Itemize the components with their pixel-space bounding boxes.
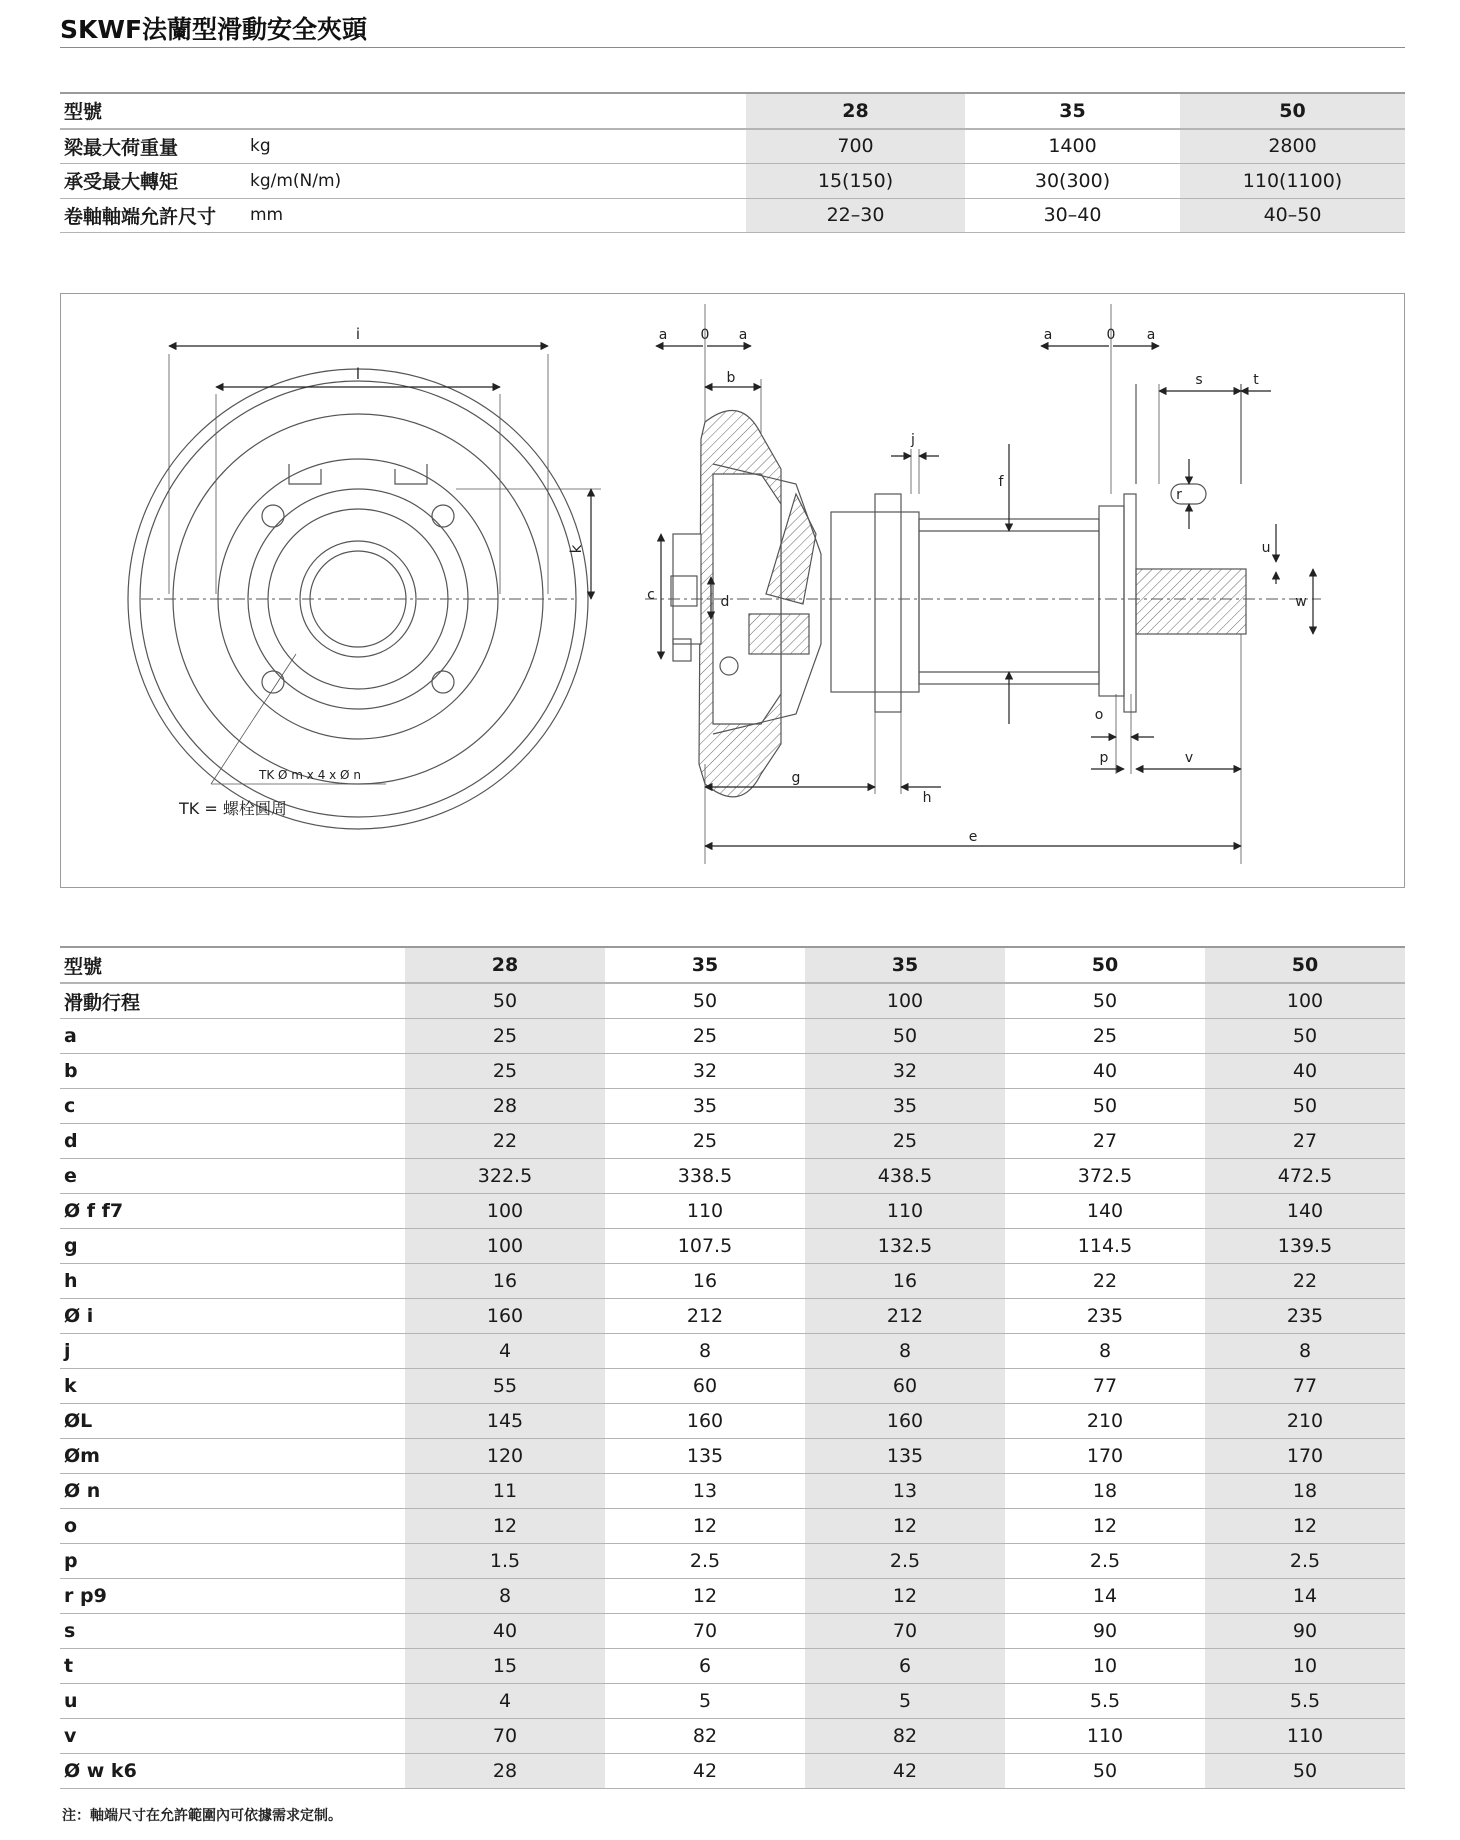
table-row [60, 129, 1405, 164]
table-row [60, 198, 1405, 233]
footnote: 注：軸端尺寸在允許範圍內可依據需求定制。 [62, 1808, 342, 1824]
row-label: b [60, 1054, 405, 1089]
dimension-table [60, 946, 1405, 1789]
table-cell: 210 [1205, 1404, 1405, 1439]
table-cell: 140 [1005, 1194, 1205, 1229]
row-label: p [60, 1544, 405, 1579]
table-cell: 160 [805, 1404, 1005, 1439]
table-cell: 4 [405, 1334, 605, 1369]
dim-label-zero: 0 [1106, 327, 1116, 343]
table-cell: 16 [605, 1264, 805, 1299]
table-cell: 18 [1205, 1474, 1405, 1509]
table-cell: 8 [605, 1334, 805, 1369]
table-cell: 15 [405, 1649, 605, 1684]
table-cell: 5.5 [1205, 1684, 1405, 1719]
row-label: 卷軸軸端允許尺寸 [60, 198, 250, 233]
table-row [60, 1159, 1405, 1194]
table-cell: 12 [605, 1509, 805, 1544]
table-cell: 50 [605, 983, 805, 1019]
table-cell: 77 [1005, 1369, 1205, 1404]
table-row [60, 1474, 1405, 1509]
table-row [60, 947, 1405, 983]
table-row [60, 1614, 1405, 1649]
dim-label-d: d [720, 594, 730, 610]
tk-spec-label: TK Ø m x 4 x Ø n [259, 768, 361, 782]
table-row [60, 1299, 1405, 1334]
table-cell: 2.5 [805, 1544, 1005, 1579]
table-cell: 50 [1180, 93, 1405, 129]
table-cell: 322.5 [405, 1159, 605, 1194]
table-cell: 22–30 [746, 198, 965, 233]
table-cell: 25 [1005, 1019, 1205, 1054]
row-label: 型號 [60, 947, 405, 983]
table-cell: 2.5 [1205, 1544, 1405, 1579]
table-cell: 25 [805, 1124, 1005, 1159]
table-cell: 12 [405, 1509, 605, 1544]
bolt-hole [262, 505, 284, 527]
table-row [60, 1229, 1405, 1264]
table-cell: 100 [805, 983, 1005, 1019]
row-label: v [60, 1719, 405, 1754]
table-cell: 2800 [1180, 129, 1405, 164]
table-cell: 12 [1205, 1509, 1405, 1544]
dim-label-a: a [1043, 327, 1053, 343]
dim-label-k: k [567, 544, 585, 554]
table-cell: 90 [1205, 1614, 1405, 1649]
dim-label-o: o [1094, 707, 1104, 723]
table-cell: 8 [1205, 1334, 1405, 1369]
row-label: o [60, 1509, 405, 1544]
table-cell: 32 [605, 1054, 805, 1089]
table-row [60, 1754, 1405, 1789]
table-cell: 8 [805, 1334, 1005, 1369]
table-cell: 16 [805, 1264, 1005, 1299]
table-cell: 50 [1205, 1089, 1405, 1124]
spacer-cell [390, 129, 746, 164]
table-row [60, 1439, 1405, 1474]
table-row [60, 1334, 1405, 1369]
table-cell: 5 [605, 1684, 805, 1719]
table-row [60, 1649, 1405, 1684]
table-cell: 50 [1005, 983, 1205, 1019]
dim-label-l: l [355, 365, 361, 383]
table-cell: 28 [405, 1754, 605, 1789]
table-cell: 50 [805, 1019, 1005, 1054]
table-row [60, 1089, 1405, 1124]
row-label: c [60, 1089, 405, 1124]
row-label: ØL [60, 1404, 405, 1439]
dim-label-g: g [791, 770, 801, 786]
table-cell: 110 [1205, 1719, 1405, 1754]
table-cell: 212 [805, 1299, 1005, 1334]
dim-label-j: j [911, 432, 915, 448]
table-cell: 42 [605, 1754, 805, 1789]
dim-label-a: a [658, 327, 668, 343]
table-cell: 70 [405, 1719, 605, 1754]
row-label: Ø f f7 [60, 1194, 405, 1229]
row-label: Ø i [60, 1299, 405, 1334]
table-cell: 40 [1205, 1054, 1405, 1089]
table-row [60, 1369, 1405, 1404]
table-cell: 372.5 [1005, 1159, 1205, 1194]
row-label: Ø n [60, 1474, 405, 1509]
dim-label-a: a [1146, 327, 1156, 343]
dim-label-i: i [355, 325, 361, 343]
spacer-cell [390, 198, 746, 233]
table-cell: 110 [1005, 1719, 1205, 1754]
table-cell: 55 [405, 1369, 605, 1404]
table-row [60, 1019, 1405, 1054]
table-cell: 28 [405, 947, 605, 983]
table-cell: 50 [1205, 1754, 1405, 1789]
table-row [60, 1544, 1405, 1579]
row-label: Øm [60, 1439, 405, 1474]
table-row [60, 93, 1405, 129]
table-cell: 6 [605, 1649, 805, 1684]
table-row [60, 1684, 1405, 1719]
table-cell: 135 [805, 1439, 1005, 1474]
table-cell: 60 [805, 1369, 1005, 1404]
row-unit: mm [250, 198, 390, 233]
table-cell: 10 [1005, 1649, 1205, 1684]
table-cell: 8 [405, 1579, 605, 1614]
dim-label-p: p [1099, 750, 1109, 766]
table-cell: 4 [405, 1684, 605, 1719]
table-cell: 12 [805, 1579, 1005, 1614]
table-cell: 100 [1205, 983, 1405, 1019]
table-cell: 13 [805, 1474, 1005, 1509]
table-cell: 110(1100) [1180, 164, 1405, 199]
table-cell: 170 [1205, 1439, 1405, 1474]
row-label: d [60, 1124, 405, 1159]
dim-label-c: c [647, 587, 655, 603]
table-cell: 27 [1205, 1124, 1405, 1159]
table-cell: 160 [405, 1299, 605, 1334]
bolt-hole [432, 505, 454, 527]
table-cell: 107.5 [605, 1229, 805, 1264]
table-cell: 22 [1005, 1264, 1205, 1299]
dim-label-s: s [1195, 372, 1203, 388]
table-row [60, 1719, 1405, 1754]
load-spec-table [60, 92, 1405, 233]
table-cell: 2.5 [605, 1544, 805, 1579]
table-cell: 12 [805, 1509, 1005, 1544]
table-cell: 438.5 [805, 1159, 1005, 1194]
table-cell: 5 [805, 1684, 1005, 1719]
side-view [645, 304, 1321, 864]
table-cell: 170 [1005, 1439, 1205, 1474]
table-cell: 25 [605, 1124, 805, 1159]
table-cell: 30–40 [965, 198, 1180, 233]
dim-label-f: f [998, 474, 1004, 490]
table-cell: 110 [805, 1194, 1005, 1229]
table-row [60, 1509, 1405, 1544]
row-unit: kg [250, 129, 390, 164]
table-cell: 132.5 [805, 1229, 1005, 1264]
table-cell: 110 [605, 1194, 805, 1229]
table-cell: 40–50 [1180, 198, 1405, 233]
table-cell: 32 [805, 1054, 1005, 1089]
table-cell: 70 [605, 1614, 805, 1649]
dim-label-r: r [1176, 487, 1182, 503]
table-cell: 35 [805, 1089, 1005, 1124]
row-label: a [60, 1019, 405, 1054]
spacer-cell [390, 164, 746, 199]
table-cell: 1.5 [405, 1544, 605, 1579]
dim-label-e: e [968, 829, 978, 845]
table-cell: 100 [405, 1194, 605, 1229]
title-divider [60, 47, 1405, 48]
technical-drawing [60, 293, 1405, 888]
table-cell: 145 [405, 1404, 605, 1439]
table-cell: 2.5 [1005, 1544, 1205, 1579]
bolt-hole [432, 671, 454, 693]
table-cell: 10 [1205, 1649, 1405, 1684]
table-row [60, 1579, 1405, 1614]
row-label: s [60, 1614, 405, 1649]
front-view [128, 346, 601, 829]
dim-label-w: w [1295, 594, 1307, 610]
table-row [60, 1404, 1405, 1439]
table-cell: 50 [1005, 947, 1205, 983]
row-label: h [60, 1264, 405, 1299]
table-cell: 28 [746, 93, 965, 129]
row-unit [250, 93, 390, 129]
row-label: 型號 [60, 93, 250, 129]
table-cell: 15(150) [746, 164, 965, 199]
table-cell: 35 [805, 947, 1005, 983]
table-cell: 90 [1005, 1614, 1205, 1649]
dim-label-a: a [738, 327, 748, 343]
table-cell: 28 [405, 1089, 605, 1124]
table-cell: 12 [1005, 1509, 1205, 1544]
table-cell: 22 [1205, 1264, 1405, 1299]
row-label: k [60, 1369, 405, 1404]
table-cell: 27 [1005, 1124, 1205, 1159]
table-cell: 1400 [965, 129, 1180, 164]
table-cell: 5.5 [1005, 1684, 1205, 1719]
table-cell: 210 [1005, 1404, 1205, 1439]
row-label: Ø w k6 [60, 1754, 405, 1789]
row-label: u [60, 1684, 405, 1719]
table-cell: 50 [1205, 1019, 1405, 1054]
table-cell: 25 [405, 1054, 605, 1089]
table-cell: 35 [965, 93, 1180, 129]
table-cell: 235 [1205, 1299, 1405, 1334]
table-row [60, 1194, 1405, 1229]
row-label: g [60, 1229, 405, 1264]
table-cell: 82 [805, 1719, 1005, 1754]
table-cell: 16 [405, 1264, 605, 1299]
table-cell: 50 [1005, 1089, 1205, 1124]
dim-label-b: b [726, 370, 736, 386]
table-cell: 22 [405, 1124, 605, 1159]
dim-label-v: v [1184, 750, 1194, 766]
spacer-cell [390, 93, 746, 129]
table-row [60, 1054, 1405, 1089]
table-cell: 11 [405, 1474, 605, 1509]
dim-label-zero: 0 [700, 327, 710, 343]
table-cell: 100 [405, 1229, 605, 1264]
table-cell: 14 [1205, 1579, 1405, 1614]
table-cell: 70 [805, 1614, 1005, 1649]
table-cell: 120 [405, 1439, 605, 1474]
table-cell: 25 [605, 1019, 805, 1054]
table-cell: 472.5 [1205, 1159, 1405, 1194]
dim-label-u: u [1261, 540, 1271, 556]
table-cell: 235 [1005, 1299, 1205, 1334]
table-cell: 140 [1205, 1194, 1405, 1229]
table-row [60, 983, 1405, 1019]
dim-label-h: h [922, 790, 932, 806]
table-cell: 50 [405, 983, 605, 1019]
drawing-svg [61, 294, 1404, 887]
table-cell: 35 [605, 947, 805, 983]
table-cell: 212 [605, 1299, 805, 1334]
table-cell: 700 [746, 129, 965, 164]
table-cell: 114.5 [1005, 1229, 1205, 1264]
row-label: 梁最大荷重量 [60, 129, 250, 164]
page-title: SKWF法蘭型滑動安全夾頭 [60, 15, 368, 44]
output-shaft [1136, 569, 1246, 634]
table-cell: 42 [805, 1754, 1005, 1789]
table-cell: 50 [1205, 947, 1405, 983]
row-label: 承受最大轉矩 [60, 164, 250, 199]
table-row [60, 1124, 1405, 1159]
table-cell: 12 [605, 1579, 805, 1614]
table-cell: 77 [1205, 1369, 1405, 1404]
row-label: j [60, 1334, 405, 1369]
row-label: e [60, 1159, 405, 1194]
dim-label-t: t [1253, 372, 1259, 388]
table-cell: 35 [605, 1089, 805, 1124]
table-cell: 338.5 [605, 1159, 805, 1194]
table-cell: 13 [605, 1474, 805, 1509]
table-cell: 50 [1005, 1754, 1205, 1789]
table-cell: 82 [605, 1719, 805, 1754]
table-cell: 40 [1005, 1054, 1205, 1089]
table-cell: 139.5 [1205, 1229, 1405, 1264]
row-unit: kg/m(N/m) [250, 164, 390, 199]
table-row [60, 164, 1405, 199]
table-cell: 160 [605, 1404, 805, 1439]
table-cell: 30(300) [965, 164, 1180, 199]
row-label: r p9 [60, 1579, 405, 1614]
table-cell: 40 [405, 1614, 605, 1649]
table-cell: 14 [1005, 1579, 1205, 1614]
dimension-table-body [60, 947, 1405, 1789]
table-cell: 18 [1005, 1474, 1205, 1509]
tk-note-label: TK = 螺栓圓周 [179, 799, 287, 818]
table-cell: 8 [1005, 1334, 1205, 1369]
table-cell: 25 [405, 1019, 605, 1054]
table-cell: 60 [605, 1369, 805, 1404]
row-label: 滑動行程 [60, 983, 405, 1019]
table-row [60, 1264, 1405, 1299]
table-cell: 6 [805, 1649, 1005, 1684]
row-label: t [60, 1649, 405, 1684]
table-cell: 135 [605, 1439, 805, 1474]
